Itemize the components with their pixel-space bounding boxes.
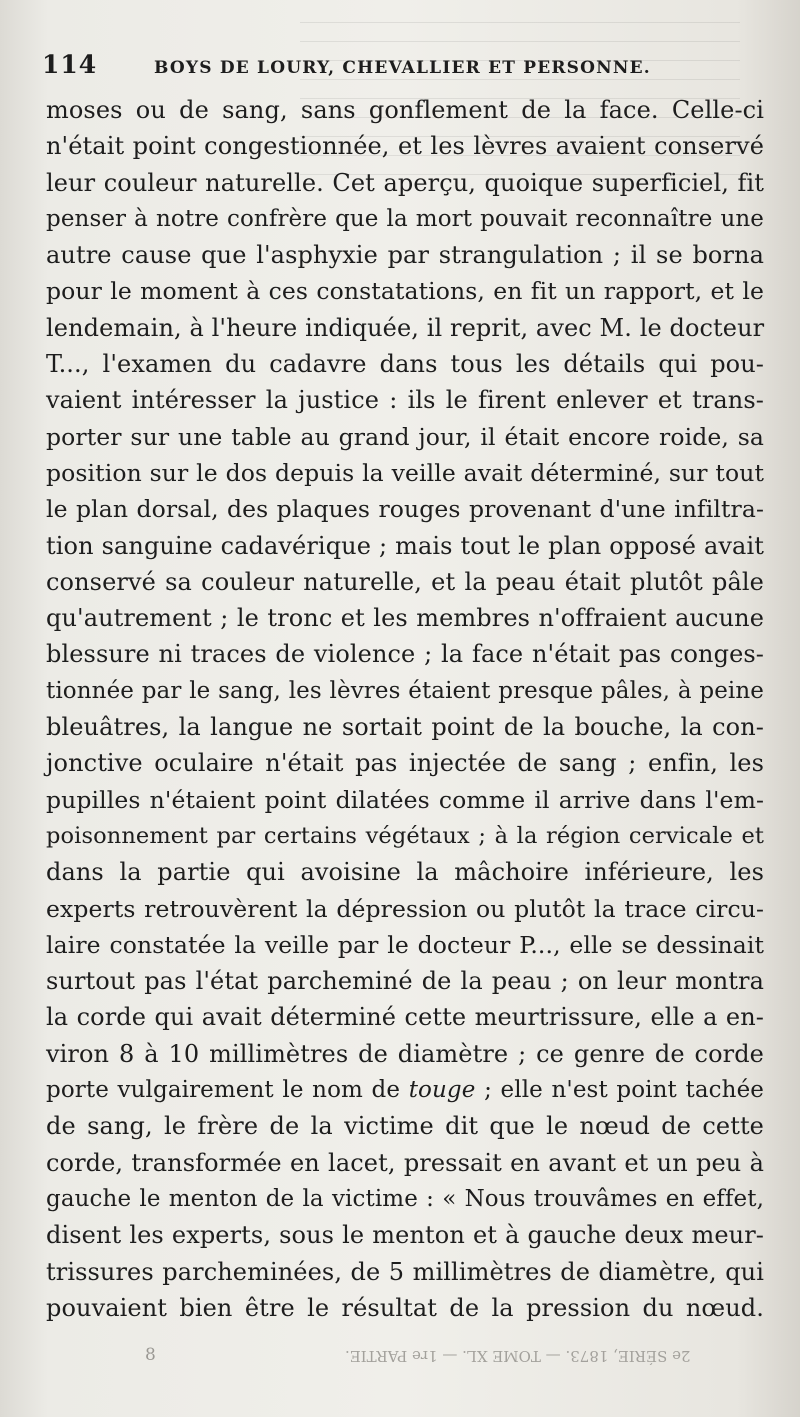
body-text (46, 92, 764, 1326)
text-line: disent les experts, sous le menton et à gauche deux meur- (46, 1221, 764, 1250)
text-line: moses ou de sang, sans gonflement de la face. Celle-ci (46, 96, 764, 124)
text-line: vaient intéresser la justice : ils le firent enlever et trans- (46, 386, 764, 415)
text-line: pupilles n'étaient point dilatées comme il arrive dans l'em- (46, 785, 764, 814)
text-line: pour le moment à ces constatations, en fit un rapport, et le (46, 277, 764, 306)
page-header (42, 50, 760, 86)
text-line: laire constatée la veille par le docteur P..., elle se dessinait (46, 930, 764, 959)
text-line: la corde qui avait déterminé cette meurtrissure, elle a en- (46, 1003, 764, 1032)
text-line: n'était point congestionnée, et les lèvres avaient conservé (46, 132, 764, 161)
text-line: lendemain, à l'heure indiquée, il reprit, avec M. le docteur (46, 313, 765, 342)
text-line: T..., l'examen du cadavre dans tous les détails qui pou- (46, 350, 764, 379)
text-line: bleuâtres, la langue ne sortait point de la bouche, la con- (46, 713, 764, 742)
text-line: tion sanguine cadavérique ; mais tout le plan opposé avait (46, 531, 764, 560)
page-number: 114 (42, 50, 98, 79)
text-line: position sur le dos depuis la veille avait déterminé, sur tout (46, 458, 764, 487)
text-line: experts retrouvèrent la dépression ou plutôt la trace circu- (46, 894, 764, 923)
text-line: trissures parcheminées, de 5 millimètres de diamètre, qui (46, 1257, 764, 1286)
text-line: blessure ni traces de violence ; la face n'était pas conges- (46, 640, 764, 669)
text-line: conservé sa couleur naturelle, et la peau était plutôt pâle (46, 567, 764, 596)
text-line: jonctive oculaire n'était pas injectée de sang ; enfin, les (46, 749, 764, 778)
series-line-mirrored: 2e SÉRIE, 1873. — TOME XL. — 1re PARTIE. (345, 1347, 691, 1365)
text-line: penser à notre confrère que la mort pouvait reconnaître une (46, 205, 764, 232)
text-line: porter sur une table au grand jour, il était encore roide, sa (46, 422, 764, 451)
text-line: viron 8 à 10 millimètres de diamètre ; ce genre de corde (46, 1039, 764, 1068)
text-line: tionnée par le sang, les lèvres étaient presque pâles, à peine (46, 677, 764, 704)
text-line: leur couleur naturelle. Cet aperçu, quoique superficiel, fit (46, 168, 764, 197)
text-line: le plan dorsal, des plaques rouges provenant d'une infiltra- (46, 495, 764, 524)
text-line: de sang, le frère de la victime dit que le nœud de cette (46, 1112, 764, 1141)
text-line: pouvaient bien être le résultat de la pression du nœud. (46, 1293, 764, 1322)
signature-mark: 8 (145, 1345, 156, 1365)
text-line: qu'autrement ; le tronc et les membres n'offraient aucune (46, 604, 764, 633)
text-line: gauche le menton de la victime : « Nous trouvâmes en effet, (46, 1185, 764, 1212)
text-line: surtout pas l'état parcheminé de la peau ; on leur montra (46, 967, 764, 996)
text-line: autre cause que l'asphyxie par strangulation ; il se borna (46, 241, 764, 270)
running-title: BOYS DE LOURY, CHEVALLIER ET PERSONNE. (154, 58, 651, 78)
text-line: dans la partie qui avoisine la mâchoire inférieure, les (46, 858, 764, 887)
text-line: poisonnement par certains végétaux ; à la région cervicale et (46, 822, 764, 849)
text-line: corde, transformée en lacet, pressait en avant et un peu à (46, 1148, 764, 1177)
page-footer (0, 1345, 800, 1375)
text-line: porte vulgairement le nom de touge ; elle n'est point tachée (46, 1077, 764, 1104)
